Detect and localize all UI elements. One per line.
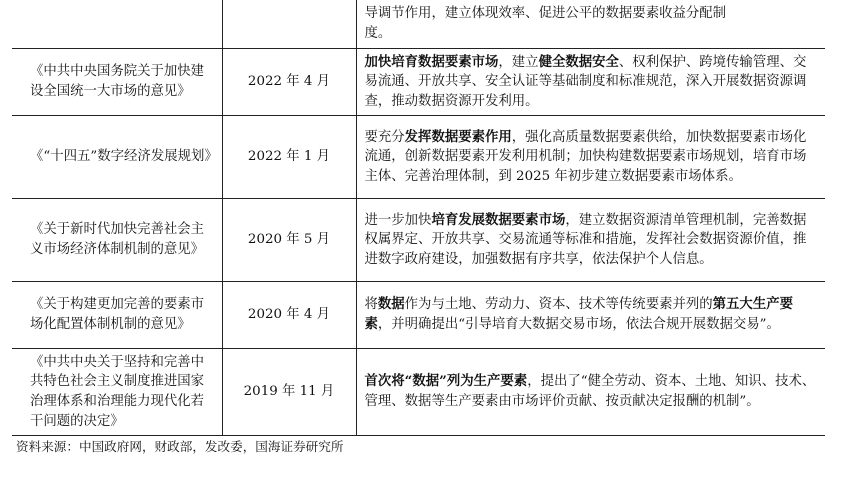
document-page: [12, 0, 838, 456]
content-text: ，提出了“健全劳动、资本、土地、知识、技术、管理、数据等生产要素由市场评价贡献、按贡献决定报酬的机制”。: [364, 374, 816, 409]
content-text: 进一步加快: [364, 212, 432, 228]
policy-table: [12, 0, 825, 436]
content-text: 将: [364, 297, 378, 313]
emphasis-text: 加快培育数据要素市场: [364, 53, 499, 70]
table-row: [12, 349, 825, 436]
content-text: ，强化高质量数据要素供给，加快数据要素市场化流通，创新数据要素开发利用机制；加快构建数据要素市场规划，培育市场主体、完善治理体制，到 2025 年初步建立数据要素市场体系。: [364, 129, 807, 184]
content-cell: [356, 349, 825, 436]
content-text: ，建立数据资源清单管理机制，完善数据权属界定、开放共享、交易流通等标准和措施，发挥社会数据资源价值，推进数字政府建设，加强数据有序共享，依法保护个人信息。: [364, 212, 807, 267]
table-row: [12, 282, 825, 349]
document-name-cell: [12, 0, 222, 49]
source-note: 资料来源：中国政府网，财政部，发改委，国海证券研究所: [16, 439, 344, 454]
document-name-cell: 《“十四五”数字经济发展规划》: [12, 116, 222, 199]
table-row: [12, 49, 825, 116]
table-row: [12, 0, 825, 49]
emphasis-text: 发挥数据要素作用: [404, 128, 512, 145]
content-text: 作为与土地、劳动力、资本、技术等传统要素并列的: [404, 297, 713, 313]
content-cell: [356, 199, 825, 282]
emphasis-text: 第五大生产要素: [364, 296, 793, 332]
emphasis-text: 首次将“数据”列为生产要素: [364, 373, 528, 390]
content-text: ，建立: [498, 54, 539, 70]
content-text: 、权利保护、跨境传输管理、交易流通、开放共享、安全认证等基础制度和标准规范，深入开展数据资源调查，推动数据资源开发利用。: [364, 54, 807, 109]
table-row: [12, 199, 825, 282]
content-cell: [356, 116, 825, 199]
date-cell: [222, 0, 356, 49]
document-name-cell: 《中共中央国务院关于加快建设全国统一大市场的意见》: [12, 49, 222, 116]
document-name-cell: 《关于构建更加完善的要素市场化配置体制机制的意见》: [12, 282, 222, 349]
content-cell: [356, 0, 825, 49]
document-name-cell: 《中共中央关于坚持和完善中共特色社会主义制度推进国家治理体系和治理能力现代化若干问题的决定》: [12, 349, 222, 436]
emphasis-text: 健全数据安全: [538, 53, 619, 70]
date-cell: 2019 年 11 月: [222, 349, 356, 436]
content-cell: [356, 282, 825, 349]
date-cell: 2020 年 4 月: [222, 282, 356, 349]
content-text: ，并明确提出“引导培育大数据交易市场，依法合规开展数据交易”。: [377, 317, 780, 332]
content-cell: [356, 49, 825, 116]
document-name-cell: 《关于新时代加快完善社会主义市场经济体制机制的意见》: [12, 199, 222, 282]
content-text: 要充分: [364, 129, 405, 145]
emphasis-text: 数据: [377, 296, 405, 313]
emphasis-text: 培育发展数据要素市场: [431, 211, 566, 228]
date-cell: 2022 年 4 月: [222, 49, 356, 116]
content-line: 导调节作用，建立体现效率、促进公平的数据要素收益分配制: [364, 6, 727, 22]
table-row: [12, 116, 825, 199]
date-cell: 2022 年 1 月: [222, 116, 356, 199]
date-cell: 2020 年 5 月: [222, 199, 356, 282]
content-line: 度。: [364, 26, 392, 41]
